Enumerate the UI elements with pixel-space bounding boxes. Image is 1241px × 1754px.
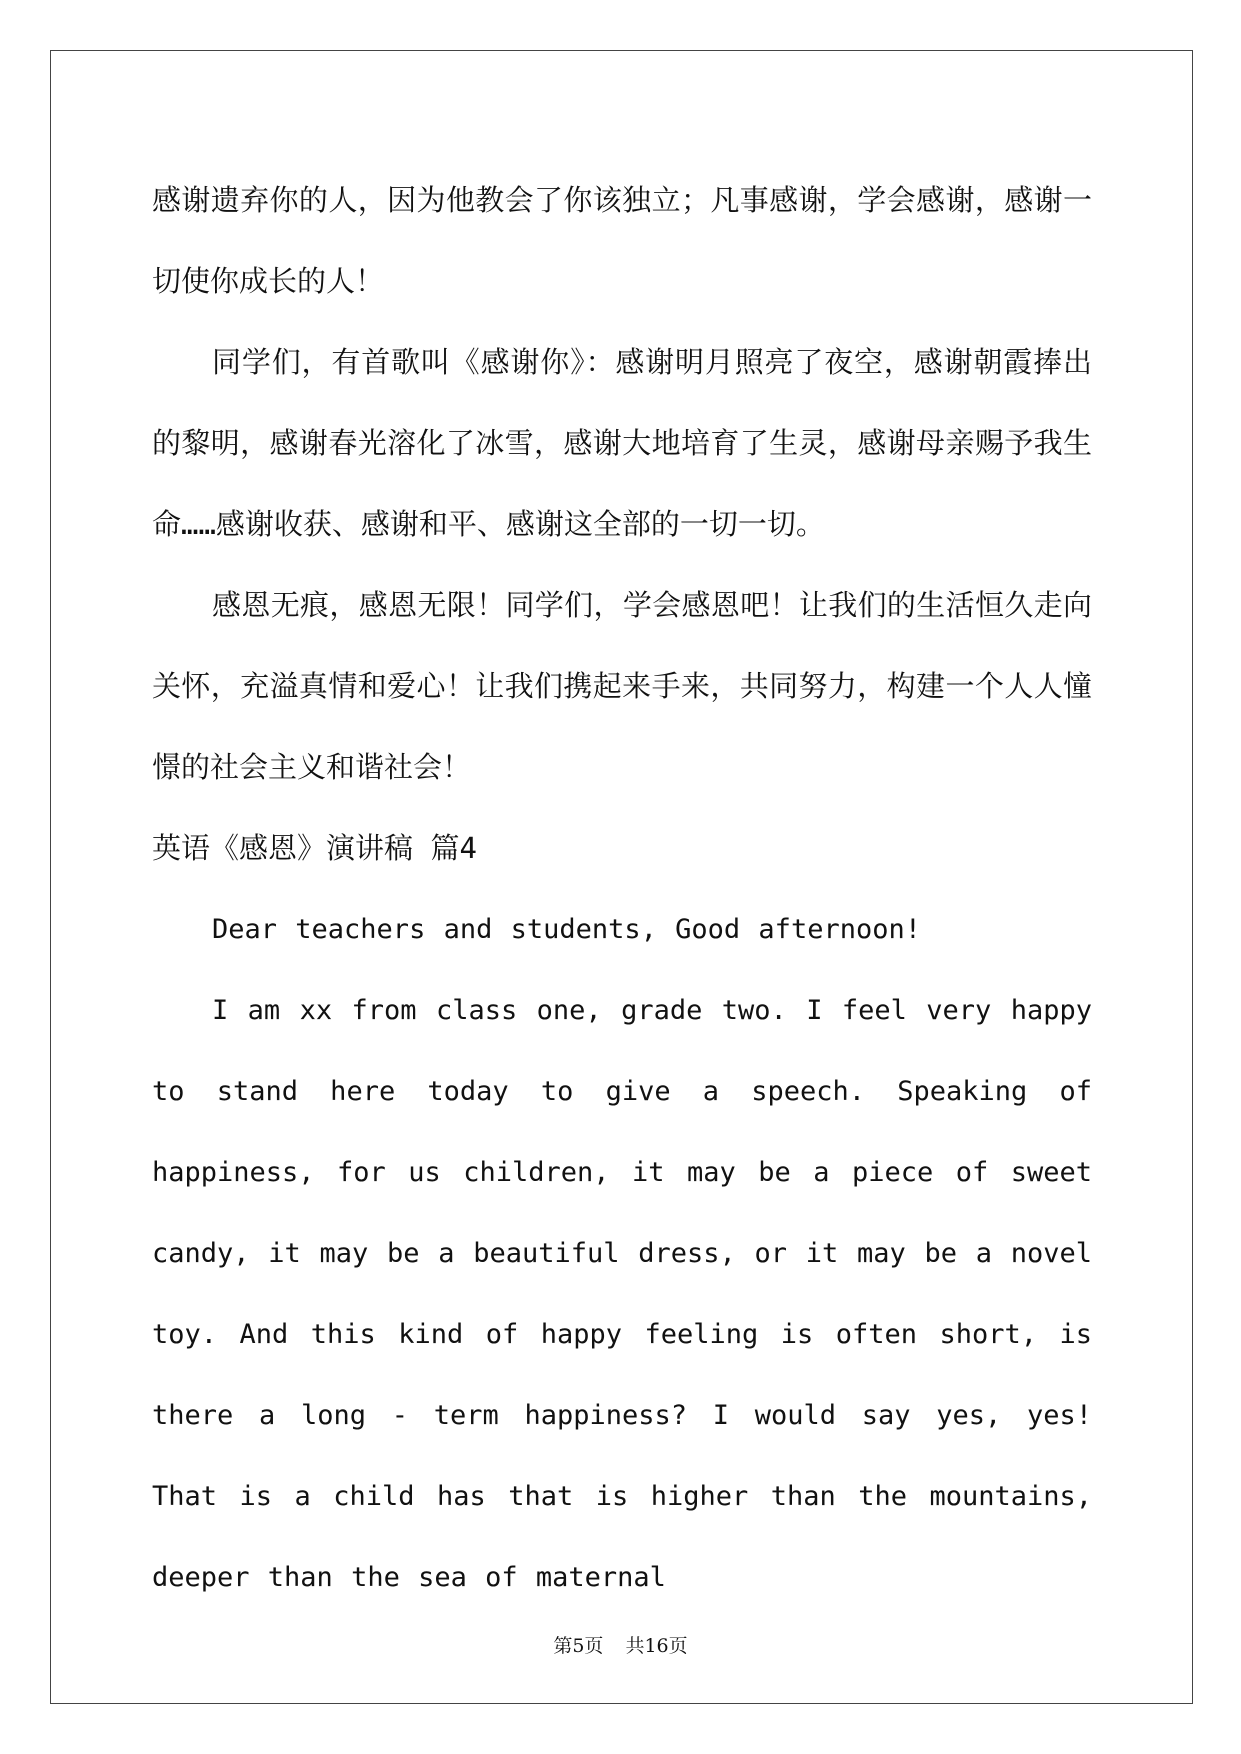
section-heading: 英语《感恩》演讲稿 篇4 <box>152 831 477 865</box>
paragraph-cn-1: 感谢遗弃你的人，因为他教会了你该独立；凡事感谢，学会感谢，感谢一切使你成长的人！ <box>152 183 1092 298</box>
document-body <box>152 160 1092 1618</box>
paragraph-cn-3: 感恩无痕，感恩无限！同学们，学会感恩吧！让我们的生活恒久走向关怀，充溢真情和爱心！让我们携起来手来，共同努力，构建一个人人憧憬的社会主义和谐社会！ <box>152 588 1092 784</box>
page-total: 共16页 <box>625 1635 688 1657</box>
page-number: 第5页 <box>553 1635 604 1657</box>
paragraph-en-2: I am xx from class one, grade two. I feel very happy to stand here today to give a speech. Speaking of happiness, for us children, it may be a piece of sweet candy, it may be a beautiful dress, or it may be a novel toy. And this kind of happy feeling is often short, is there a long - term happiness? I would say yes, yes! That is a child has that is higher than the mountains, deeper than the sea of maternal <box>152 995 1092 1593</box>
page-footer <box>0 1631 1241 1658</box>
paragraph-cn-2: 同学们，有首歌叫《感谢你》：感谢明月照亮了夜空，感谢朝霞捧出的黎明，感谢春光溶化了冰雪，感谢大地培育了生灵，感谢母亲赐予我生命……感谢收获、感谢和平、感谢这全部的一切一切。 <box>152 345 1092 541</box>
english-section <box>152 889 1092 1618</box>
paragraph-en-1: Dear teachers and students, Good afternoon! <box>212 914 921 945</box>
